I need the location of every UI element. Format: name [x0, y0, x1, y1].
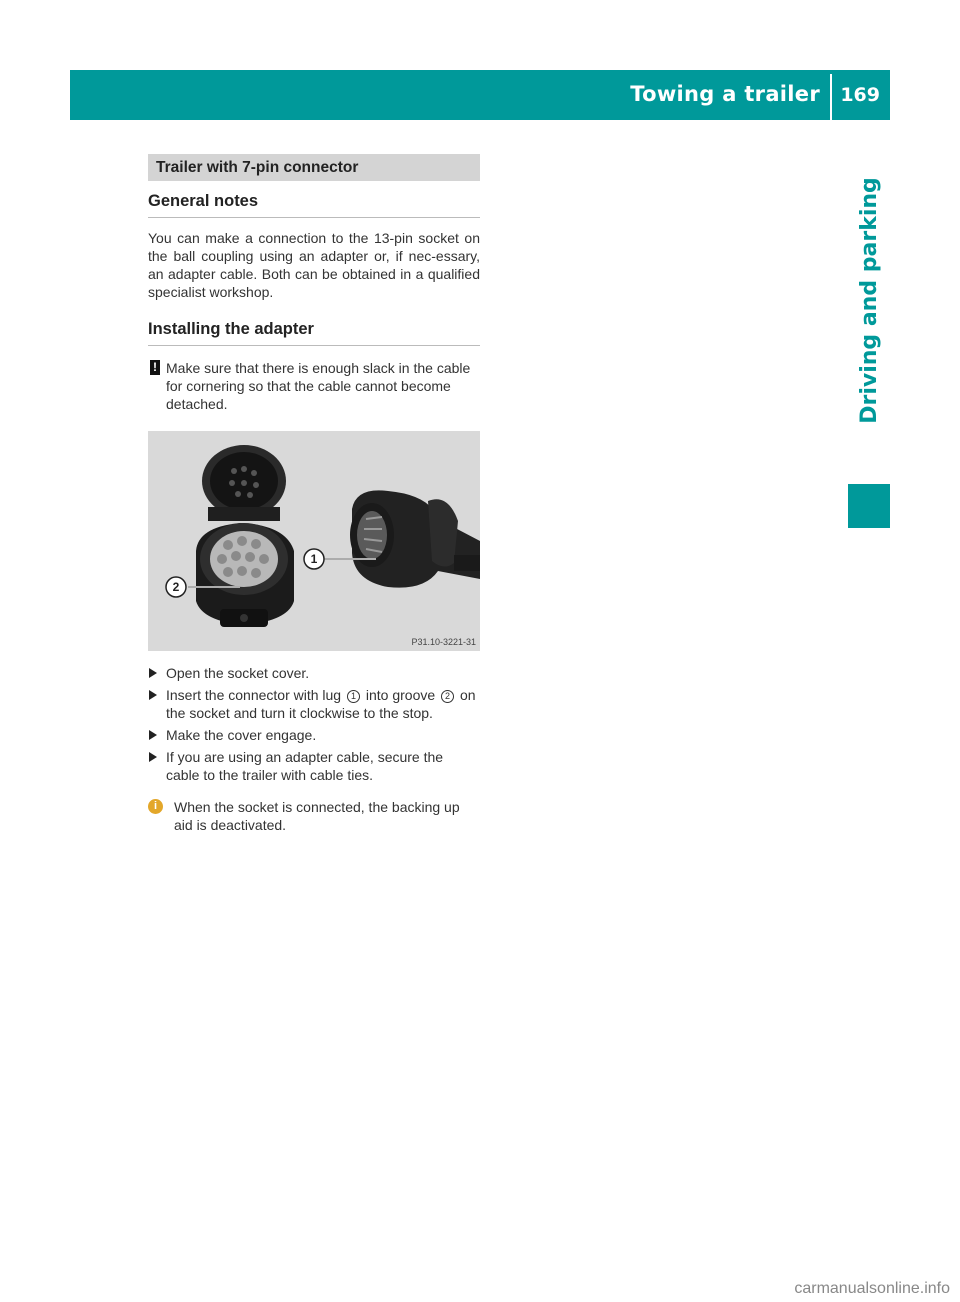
step-text: on the socket and turn it clockwise to the stop. [166, 687, 476, 721]
step-text: Insert the connector with lug [166, 687, 342, 703]
watermark: carmanualsonline.info [794, 1280, 950, 1297]
chapter-side-tab [848, 130, 890, 528]
chapter-label: Driving and parking [856, 176, 882, 424]
info-text: When the socket is connected, the backing up aid is deactivated. [174, 799, 460, 833]
header-divider [830, 74, 832, 120]
warning-icon: ! [150, 360, 160, 375]
callout-ref-1: 1 [347, 690, 360, 703]
step-secure-cable [148, 748, 480, 784]
page-number: 169 [840, 84, 880, 106]
connector-illustration [148, 431, 480, 651]
callout-ref-2: 2 [441, 690, 454, 703]
callout-2: 2 [172, 580, 180, 594]
step-insert-connector [148, 686, 480, 722]
step-text: If you are using an adapter cable, secure the cable to the trailer with cable ties. [166, 749, 444, 783]
step-arrow-icon [149, 730, 157, 740]
header-bar [70, 70, 890, 120]
figure-code: P31.10-3221-31 [411, 637, 476, 647]
chapter-marker-block [848, 484, 890, 528]
connector-figure [148, 431, 480, 651]
section-title: Trailer with 7-pin connector [148, 154, 480, 181]
info-note [148, 798, 480, 834]
step-arrow-icon [149, 752, 157, 762]
warning-text: Make sure that there is enough slack in the cable for cornering so that the cable cannot become detached. [166, 360, 471, 412]
step-text: into groove [365, 687, 436, 703]
general-notes-heading: General notes [148, 192, 480, 218]
warning-note [148, 359, 480, 413]
info-icon: i [148, 799, 163, 814]
general-notes-body: You can make a connection to the 13-pin socket on the ball coupling using an adapter or, if nec-essary, an adapter cable. Both can be obtained in a qualified specialist workshop. [148, 230, 480, 300]
step-arrow-icon [149, 690, 157, 700]
header-title: Towing a trailer [630, 82, 820, 106]
step-open-cover [148, 664, 480, 682]
step-text: Make the cover engage. [166, 727, 317, 743]
step-text: Open the socket cover. [166, 665, 310, 681]
step-arrow-icon [149, 668, 157, 678]
installing-heading: Installing the adapter [148, 320, 480, 346]
main-column [148, 154, 480, 834]
callout-1: 1 [310, 552, 318, 566]
step-engage-cover [148, 726, 480, 744]
